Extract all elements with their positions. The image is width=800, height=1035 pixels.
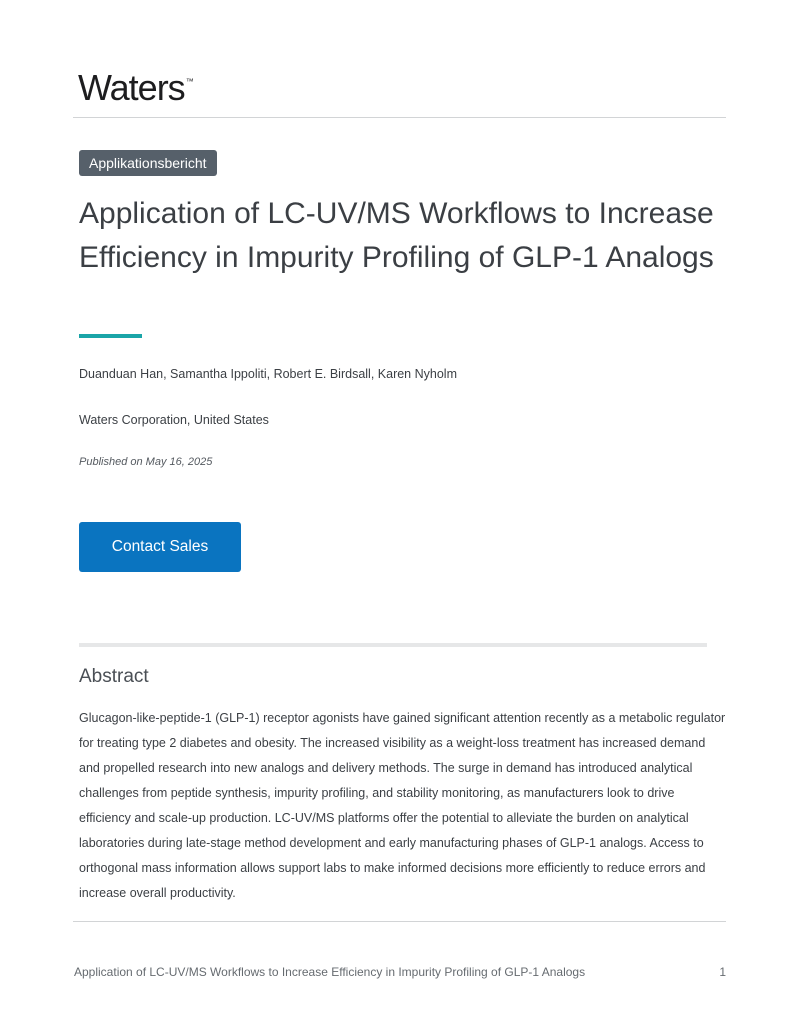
logo-trademark: ™ bbox=[185, 77, 194, 86]
header-divider bbox=[73, 117, 726, 118]
footer-divider bbox=[73, 921, 726, 922]
abstract-heading: Abstract bbox=[79, 666, 149, 687]
logo-text: Waters bbox=[78, 67, 185, 108]
section-divider bbox=[79, 643, 707, 647]
contact-sales-button[interactable]: Contact Sales bbox=[79, 522, 241, 572]
page-number: 1 bbox=[719, 965, 726, 979]
publication-date: Published on May 16, 2025 bbox=[79, 456, 213, 468]
abstract-body: Glucagon-like-peptide-1 (GLP-1) receptor agonists have gained significant attention recently as a metabolic regulator for treating type 2 diabetes and obesity. The increased visibility as a weight-loss treatment has increased demand and propelled research into new analogs and delivery methods. The surge in demand has introduced analytical challenges from peptide synthesis, impurity profiling, and stability monitoring, as manufacturers look to drive efficiency and scale-up production. LC-UV/MS platforms offer the potential to alleviate the burden on analytical laboratories during late-stage method development and early manufacturing phases of GLP-1 analogs. Access to orthogonal mass information allows support labs to make informed decisions more efficiently to reduce errors and increase overall productivity. bbox=[79, 711, 726, 900]
authors: Duanduan Han, Samantha Ippoliti, Robert E. Birdsall, Karen Nyholm bbox=[79, 367, 457, 381]
title-accent-bar bbox=[79, 334, 142, 338]
document-type-badge: Applikationsbericht bbox=[79, 150, 217, 176]
footer-title: Application of LC-UV/MS Workflows to Increase Efficiency in Impurity Profiling of GLP-1 Analogs bbox=[74, 965, 586, 979]
document-title: Application of LC-UV/MS Workflows to Increase Efficiency in Impurity Profiling of GLP-1 Analogs bbox=[79, 197, 714, 274]
affiliation: Waters Corporation, United States bbox=[79, 413, 269, 427]
waters-logo bbox=[78, 67, 194, 108]
